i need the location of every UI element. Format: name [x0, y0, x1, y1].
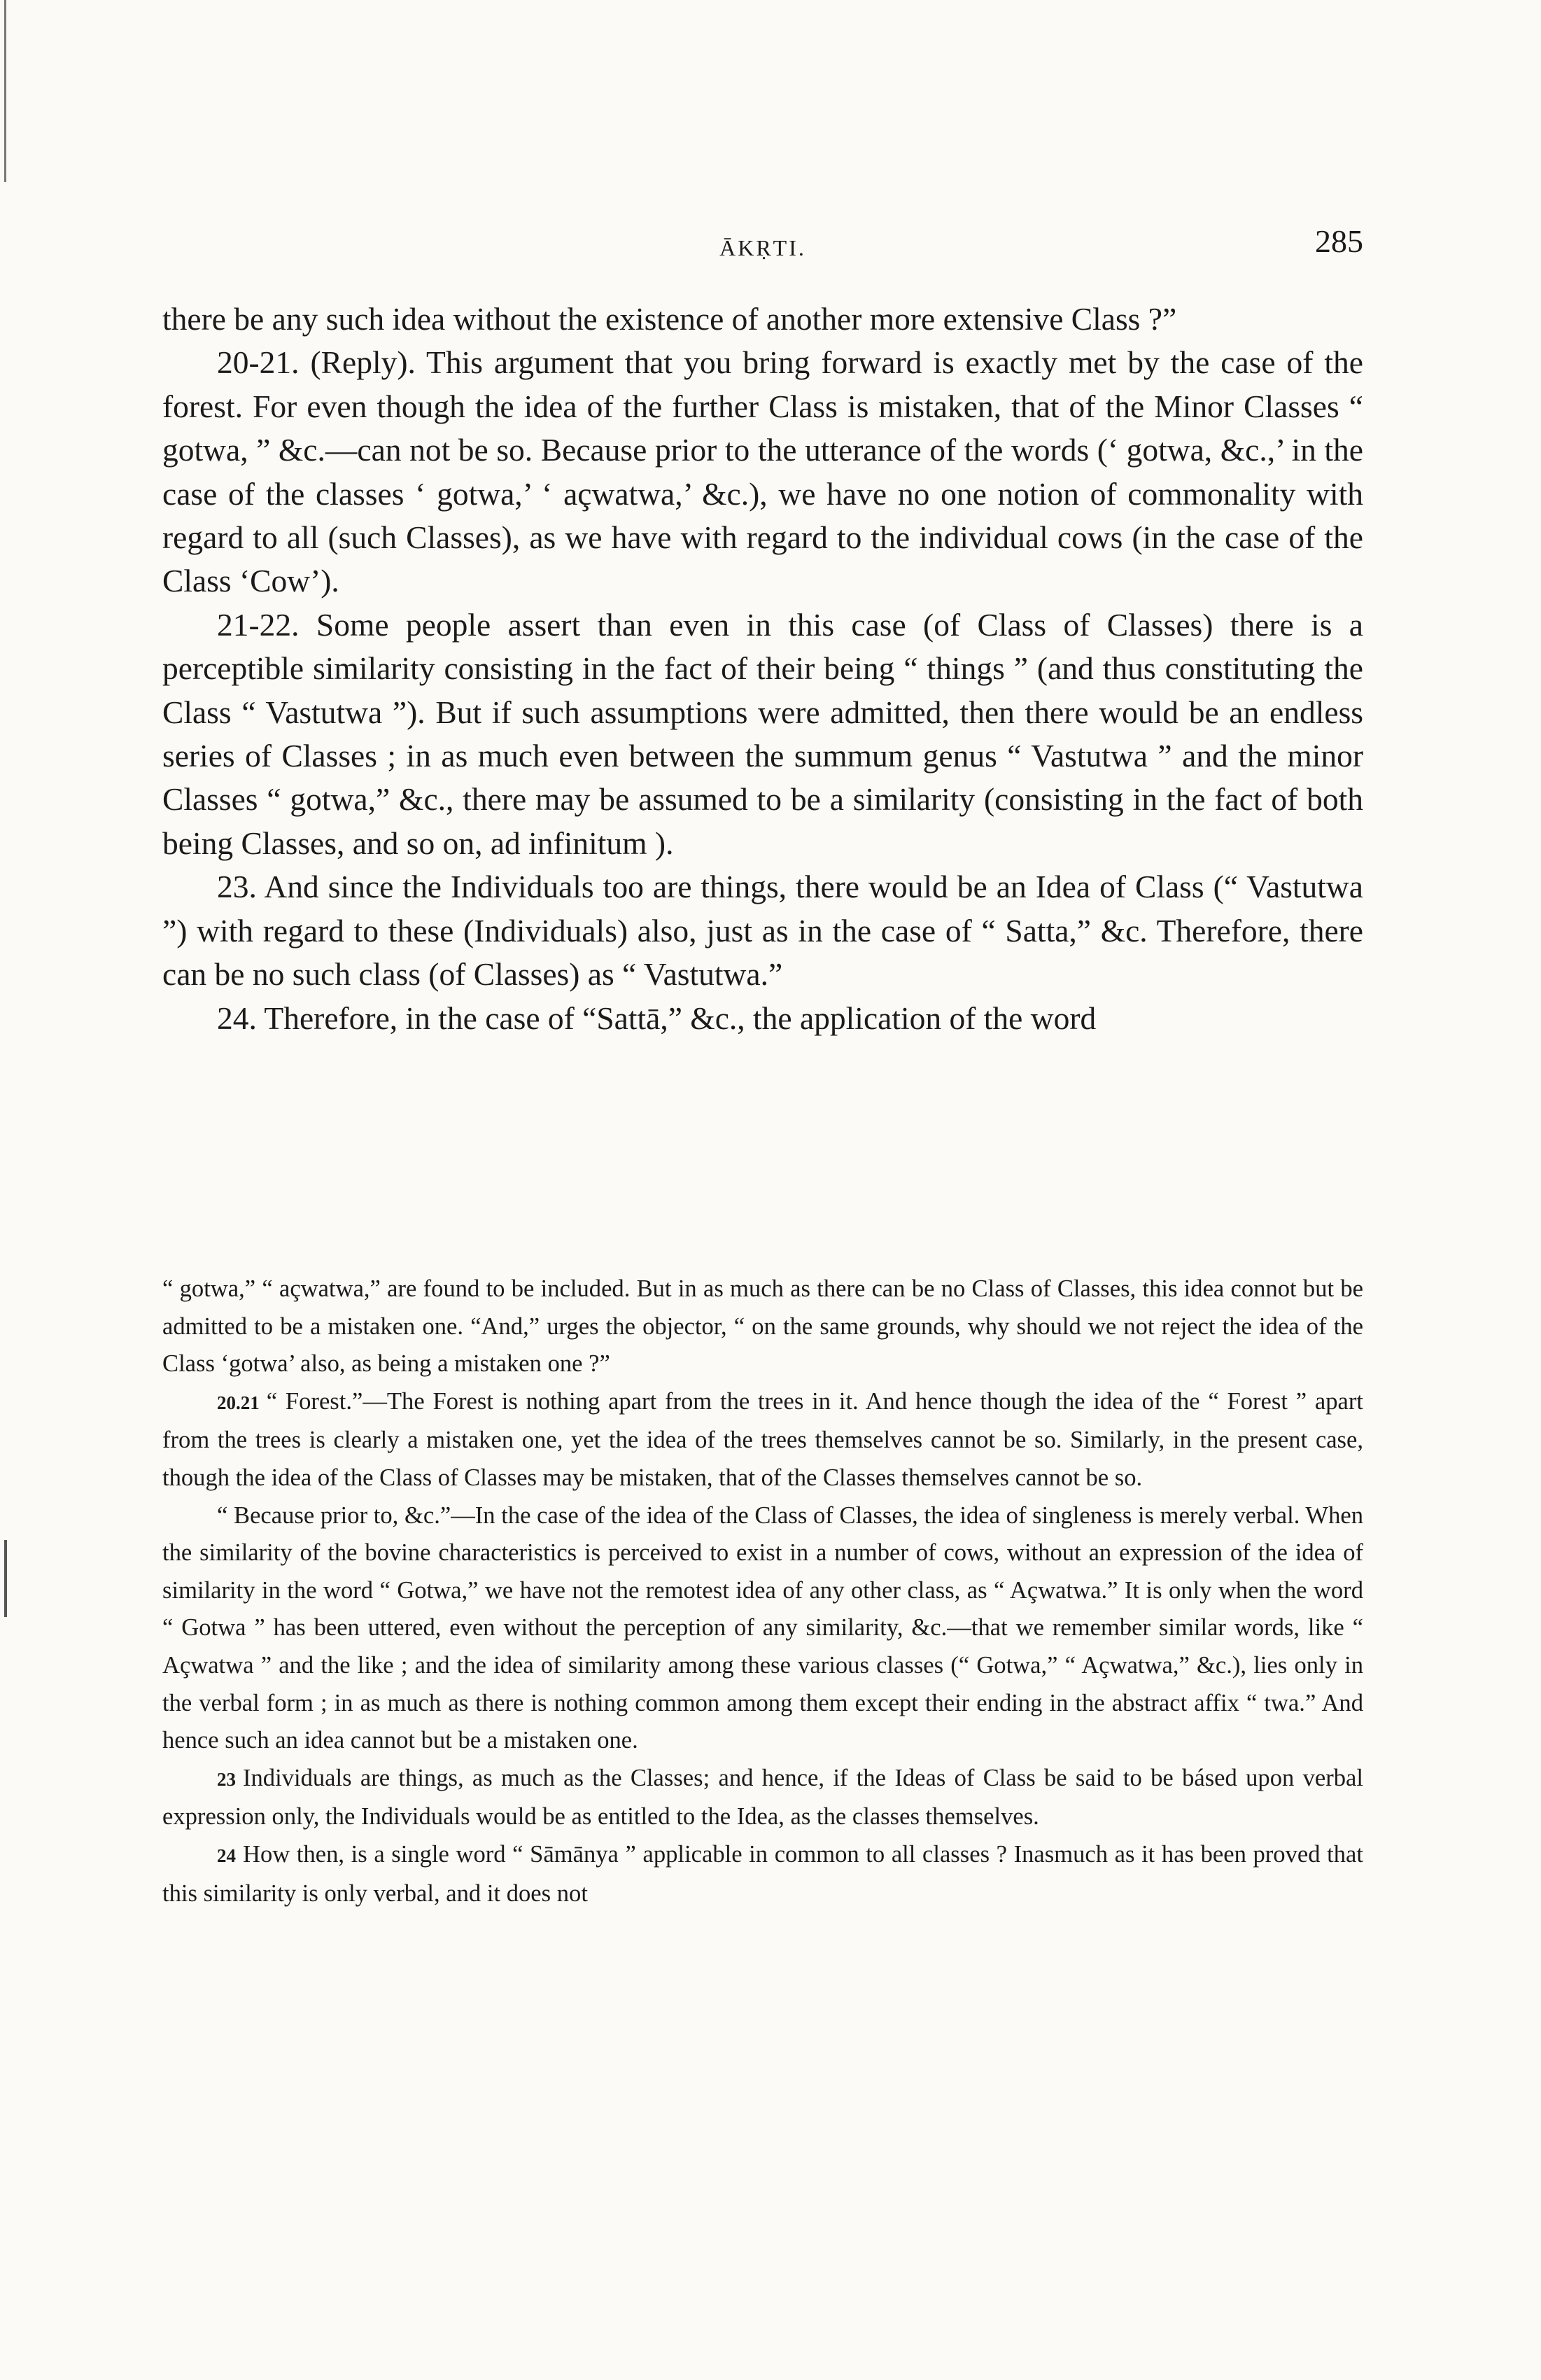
- scan-edge-mark: [4, 1540, 7, 1617]
- footnotes: [162, 1270, 1363, 1912]
- footnote-23: [162, 1760, 1363, 1836]
- page-number: 285: [1315, 223, 1363, 259]
- footnote-text: “ gotwa,” “ açwatwa,” are found to be included. But in as much as there can be no Class of Classes, this idea connot but be admitted to be a mistaken one. “And,” urges the objector, “ on the same grounds, why should we not reject the idea of the Class ‘gotwa’ also, as being a mistaken one ?”: [162, 1275, 1363, 1378]
- footnote-24: [162, 1836, 1363, 1912]
- scan-edge-mark: [4, 0, 6, 182]
- paragraph-verse-20-21: 20-21. (Reply). This argument that you bring forward is exactly met by the case of the forest. For even though the idea of the further Class is mistaken, that of the Minor Classes “ gotwa, ” &c.—can not be so. Because prior to the utterance of the words (‘ gotwa, &c.,’ in the case of the classes ‘ gotwa,’ ‘ açwatwa,’ &c.), we have no one notion of commonality with regard to all (such Classes), as we have with regard to the individual cows (in the case of the Class ‘Cow’).: [162, 344, 1363, 599]
- paragraph-continuation: there be any such idea without the existence of another more extensive Class ?”: [162, 301, 1177, 337]
- footnote-20-21: [162, 1383, 1363, 1497]
- page-header: [162, 223, 1363, 272]
- footnote-continuation: [162, 1270, 1363, 1383]
- footnote-number: 24: [217, 1844, 236, 1866]
- footnote-text: “ Forest.”—The Forest is nothing apart from the trees in it. And hence though the idea of the “ Forest ” apart from the trees is clearly a mistaken one, yet the idea of the trees themselves cannot be so. Similarly, in the present case, though the idea of the Class of Classes may be mistaken, that of the Classes themselves cannot be so.: [162, 1387, 1363, 1491]
- footnote-text: “ Because prior to, &c.”—In the case of the idea of the Class of Classes, the idea of singleness is merely verbal. When the similarity of the bovine characteristics is perceived to exist in a number of cows, without an expression of the idea of similarity in the word “ Gotwa,” we have not the remotest idea of any other class, as “ Açwatwa.” It is only when the word “ Gotwa ” has been uttered, even without the perception of any similarity, &c.—that we remember similar words, like “ Açwatwa ” and the like ; and the idea of similarity among these various classes (“ Gotwa,” “ Açwatwa,” &c.), lies only in the verbal form ; in as much as there is nothing common among them except their ending in the abstract affix “ twa.” And hence such an idea cannot but be a mistaken one.: [162, 1502, 1363, 1754]
- paragraph-verse-23: 23. And since the Individuals too are things, there would be an Idea of Class (“ Vastutwa ”) with regard to these (Individuals) also, just as in the case of “ Satta,” &c. Therefore, there can be no such class (of Classes) as “ Vastutwa.”: [162, 869, 1363, 993]
- footnote-20-21-continued: [162, 1497, 1363, 1760]
- footnote-number: 23: [217, 1768, 236, 1790]
- running-head: ĀKṚTI.: [719, 235, 806, 260]
- footnote-number: 20.21: [217, 1392, 260, 1413]
- main-text: [162, 298, 1363, 1040]
- paragraph-verse-21-22: 21-22. Some people assert than even in this case (of Class of Classes) there is a perceptible similarity consisting in the fact of their being “ things ” (and thus constituting the Class “ Vastutwa ”). But if such assumptions were admitted, then there would be an endless series of Classes ; in as much even between the summum genus “ Vastutwa ” and the minor Classes “ gotwa,” &c., there may be assumed to be a similarity (consisting in the fact of both being Classes, and so on, ad infinitum ).: [162, 606, 1363, 861]
- paragraph-verse-24: 24. Therefore, in the case of “Sattā,” &c., the application of the word: [217, 1000, 1097, 1036]
- footnote-text: Individuals are things, as much as the Classes; and hence, if the Ideas of Class be said to be básed upon verbal expression only, the Individuals would be as entitled to the Idea, as the classes themselves.: [162, 1764, 1363, 1830]
- footnote-text: How then, is a single word “ Sāmānya ” applicable in common to all classes ? Inasmuch as it has been proved that this similarity is only verbal, and it does not: [162, 1840, 1363, 1907]
